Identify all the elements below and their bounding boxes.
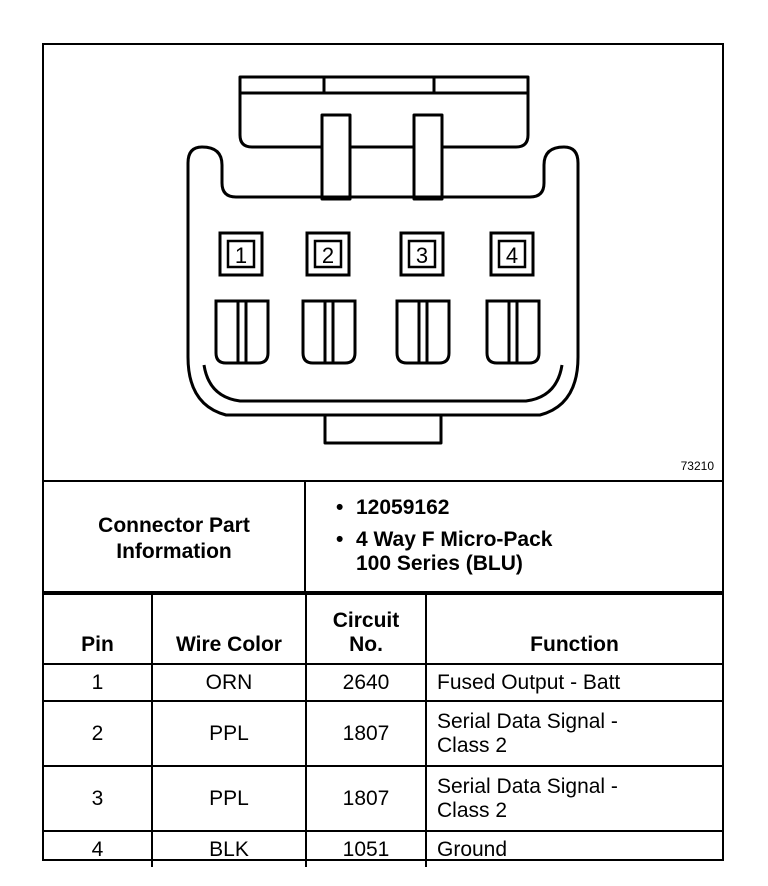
cell-pin: 4 bbox=[44, 831, 152, 867]
cell-pin: 1 bbox=[44, 664, 152, 701]
table-row bbox=[44, 701, 722, 766]
connector-info-row bbox=[44, 482, 722, 593]
cell-function: Ground bbox=[426, 831, 722, 867]
bullet-icon: • bbox=[336, 528, 344, 551]
cell-function: Fused Output - Batt bbox=[426, 664, 722, 701]
table-row bbox=[44, 664, 722, 701]
pin-number-label: 4 bbox=[505, 243, 519, 268]
terminal-slot bbox=[216, 301, 268, 363]
pin-number-label: 2 bbox=[321, 243, 335, 268]
table-header-row bbox=[44, 594, 722, 664]
connector-face-view bbox=[44, 45, 722, 480]
pin-number-label: 3 bbox=[415, 243, 429, 268]
cell-pin: 2 bbox=[44, 701, 152, 766]
cell-function: Serial Data Signal - Class 2 bbox=[426, 766, 722, 831]
cell-pin: 3 bbox=[44, 766, 152, 831]
connector-bottom-key bbox=[325, 415, 441, 443]
cell-function: Serial Data Signal - Class 2 bbox=[426, 701, 722, 766]
connector-body bbox=[188, 147, 578, 415]
pin-cavity-3 bbox=[397, 233, 449, 363]
pin-cavity-2 bbox=[303, 233, 355, 363]
cell-circuit: 2640 bbox=[306, 664, 426, 701]
header-wire-color: Wire Color bbox=[152, 594, 306, 664]
cell-wire-color: BLK bbox=[152, 831, 306, 867]
header-function: Function bbox=[426, 594, 722, 664]
cell-wire-color: PPL bbox=[152, 766, 306, 831]
connector-lock-tab bbox=[240, 77, 528, 147]
connector-info-label: Connector Part Information bbox=[44, 482, 306, 591]
pin-cavity-1 bbox=[216, 233, 268, 363]
table-row bbox=[44, 831, 722, 867]
terminal-slot bbox=[487, 301, 539, 363]
cell-circuit: 1051 bbox=[306, 831, 426, 867]
cell-wire-color: PPL bbox=[152, 701, 306, 766]
header-pin: Pin bbox=[44, 594, 152, 664]
connector-sheet bbox=[42, 43, 724, 861]
connector-drawing bbox=[44, 45, 722, 482]
pin-number-label: 1 bbox=[234, 243, 248, 268]
connector-post-right bbox=[414, 115, 442, 199]
terminal-slot bbox=[397, 301, 449, 363]
info-item-part-number: • 12059162 bbox=[336, 496, 450, 519]
connector-post-left bbox=[322, 115, 350, 199]
pin-table bbox=[44, 593, 722, 867]
bullet-icon: • bbox=[336, 496, 344, 519]
info-item-description: • 4 Way F Micro-Pack 100 Series (BLU) bbox=[336, 528, 553, 575]
table-row bbox=[44, 766, 722, 831]
connector-info-list bbox=[334, 496, 552, 584]
terminal-slot bbox=[303, 301, 355, 363]
cell-wire-color: ORN bbox=[152, 664, 306, 701]
cell-circuit: 1807 bbox=[306, 766, 426, 831]
pin-cavity-4 bbox=[487, 233, 539, 363]
figure-number: 73210 bbox=[680, 459, 714, 473]
cell-circuit: 1807 bbox=[306, 701, 426, 766]
header-circuit-no: Circuit No. bbox=[306, 594, 426, 664]
